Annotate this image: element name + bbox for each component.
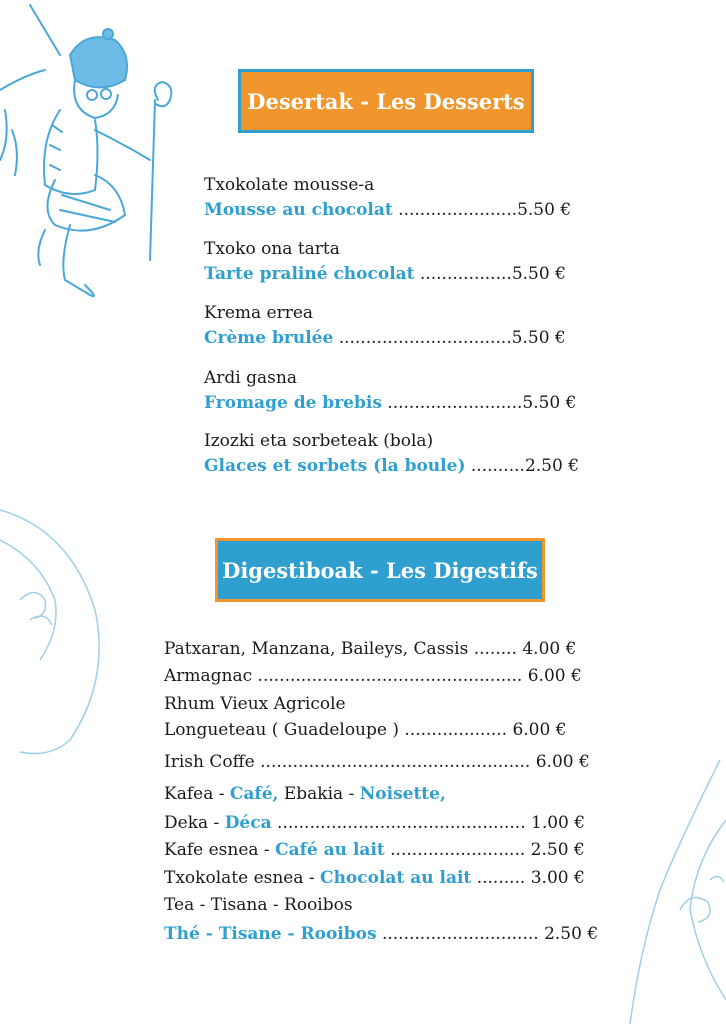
digestif-basque: Ebakia - <box>278 784 360 804</box>
dessert-french-name: Mousse au chocolat <box>204 200 393 220</box>
digestif-line <box>164 866 585 891</box>
digestif-line <box>164 922 598 947</box>
digestif-line <box>164 750 590 775</box>
digestif-french: Café, <box>229 784 279 804</box>
digestif-text: Rhum Vieux Agricole <box>164 694 346 714</box>
digestif-price: ......... 3.00 € <box>471 868 585 888</box>
digestif-basque: Kafe esnea - <box>164 840 276 860</box>
dessert-item <box>204 173 571 223</box>
dessert-french-name: Glaces et sorbets (la boule) <box>204 456 466 476</box>
dessert-price: 5.50 € <box>522 393 577 413</box>
left-swirl-decoration <box>0 490 120 760</box>
right-swirl-decoration <box>590 760 726 1024</box>
dessert-price: 5.50 € <box>511 264 566 284</box>
digestif-price: .............................................. 1.00 € <box>271 813 586 833</box>
dessert-french-name: Tarte praliné chocolat <box>204 264 415 284</box>
dessert-item <box>204 301 566 351</box>
dessert-price: 5.50 € <box>517 200 572 220</box>
digestif-line <box>164 637 576 662</box>
digestif-line <box>164 893 353 918</box>
desserts-heading <box>238 69 534 133</box>
digestif-text: Armagnac ................................................. 6.00 € <box>164 666 582 686</box>
digestif-french: Thé - Tisane - Rooibos <box>164 924 377 944</box>
dessert-basque-name: Txoko ona tarta <box>204 239 340 259</box>
dot-leader: ......................... <box>381 393 523 413</box>
digestif-text: Longueteau ( Guadeloupe ) ................... 6.00 € <box>164 720 567 740</box>
digestif-french: Noisette, <box>359 784 446 804</box>
dessert-basque-name: Krema errea <box>204 303 314 323</box>
digestif-text: Patxaran, Manzana, Baileys, Cassis ........ 4.00 € <box>164 639 577 659</box>
digestif-line <box>164 692 346 717</box>
dessert-french-name: Fromage de brebis <box>204 393 382 413</box>
dessert-basque-name: Ardi gasna <box>204 368 297 388</box>
digestif-line <box>164 811 585 836</box>
dessert-french-name: Crème brulée <box>204 328 334 348</box>
digestif-price: ......................... 2.50 € <box>384 840 585 860</box>
digestif-french: Café au lait <box>275 840 385 860</box>
digestif-basque: Txokolate esnea - <box>164 868 321 888</box>
dessert-basque-name: Txokolate mousse-a <box>204 175 375 195</box>
dot-leader: ................. <box>414 264 512 284</box>
dot-leader: .......... <box>465 456 525 476</box>
digestif-french: Chocolat au lait <box>320 868 472 888</box>
digestif-line <box>164 782 446 807</box>
digestif-text: Tea - Tisana - Rooibos <box>164 895 353 915</box>
digestif-line <box>164 838 585 863</box>
digestif-basque: Deka - <box>164 813 225 833</box>
dot-leader: ................................ <box>333 328 512 348</box>
dancer-illustration <box>0 0 200 310</box>
dessert-price: 2.50 € <box>524 456 580 476</box>
dessert-item <box>204 237 566 287</box>
digestifs-title: Digestiboak - Les Digestifs <box>222 557 538 583</box>
digestif-line <box>164 718 567 743</box>
desserts-title: Desertak - Les Desserts <box>247 88 525 114</box>
digestif-french: Déca <box>224 813 272 833</box>
dot-leader: ...................... <box>392 200 518 220</box>
dessert-price: 5.50 € <box>511 328 566 348</box>
digestif-text: Irish Coffe .................................................. 6.00 € <box>164 752 590 772</box>
dessert-item <box>204 429 579 479</box>
digestif-price: ............................. 2.50 € <box>376 924 599 944</box>
digestifs-heading <box>215 538 545 602</box>
digestif-basque: Kafea - <box>164 784 230 804</box>
dessert-basque-name: Izozki eta sorbeteak (bola) <box>204 431 434 451</box>
dessert-item <box>204 366 576 416</box>
digestif-line <box>164 664 582 689</box>
